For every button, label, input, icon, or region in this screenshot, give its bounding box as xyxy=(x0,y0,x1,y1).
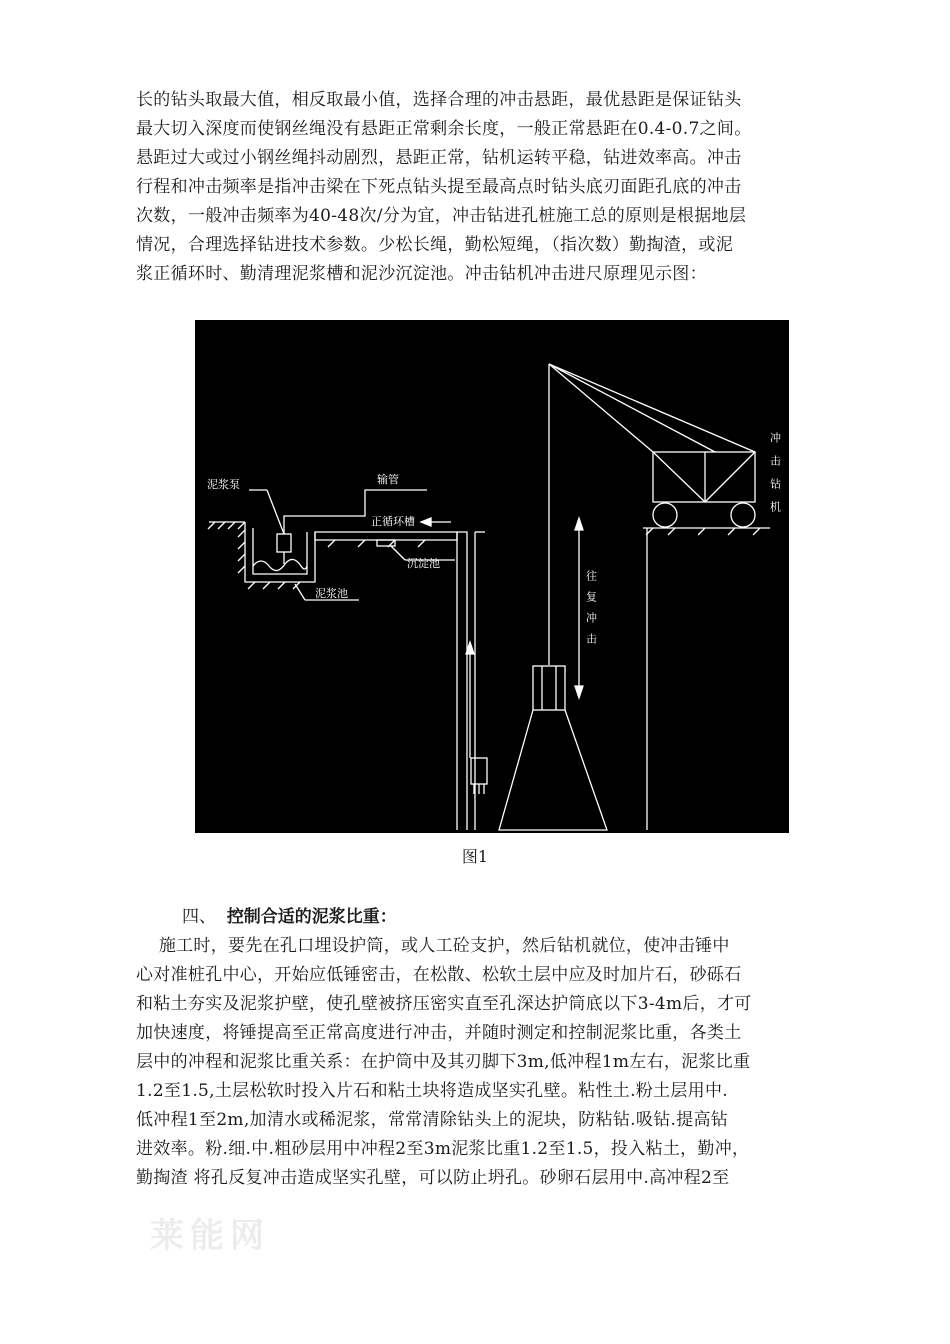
diagram-canvas xyxy=(195,320,789,833)
left-ground xyxy=(208,522,245,529)
paragraph-1 xyxy=(136,86,826,289)
label-rig: 冲击钻机 xyxy=(768,432,782,524)
leader-lines xyxy=(249,490,359,600)
label-pipe: 输管 xyxy=(377,473,399,486)
text-line: 最大切入深度而使钢丝绳没有悬距正常剩余长度，一般正常悬距在0.4-0.7之间。 xyxy=(136,119,752,139)
casing-pipe xyxy=(457,532,487,830)
figure-caption: 图1 xyxy=(461,847,489,866)
label-mud-pool: 泥浆池 xyxy=(315,587,348,600)
percussion-drill-diagram xyxy=(195,320,789,833)
text-line: 行程和冲击频率是指冲击梁在下死点钻头提至最高点时钻头底刃面距孔底的冲击 xyxy=(136,177,742,197)
label-channel: 正循环槽 xyxy=(371,515,415,528)
text-line: 长的钻头取最大值，相反取最小值，选择合理的冲击悬距，最优悬距是保证钻头 xyxy=(136,90,742,110)
text-line: 情况，合理选择钻进技术参数。少松长绳，勤松短绳，（指次数）勤掏渣，或泥 xyxy=(136,235,733,255)
text-line: 悬距过大或过小钢丝绳抖动剧烈，悬距正常，钻机运转平稳，钻进效率高。冲击 xyxy=(136,148,742,168)
drill-hammer xyxy=(499,666,607,830)
section-title: 控制合适的泥浆比重： xyxy=(226,907,397,927)
text-line: 心对准桩孔中心，开始应低锤密击，在松散、松软土层中应及时加片石，砂砾石 xyxy=(136,965,742,985)
section-number: 四、 xyxy=(182,907,216,927)
reciprocating-arrow xyxy=(575,518,583,698)
text-line: 浆正循环时、勤清理泥浆槽和泥沙沉淀池。冲击钻机冲击进尺原理见示图： xyxy=(136,264,707,284)
text-line: 层中的冲程和泥浆比重关系：在护筒中及其刃脚下3m,低冲程1m左右，泥浆比重 xyxy=(136,1052,751,1072)
label-mud-pump: 泥浆泵 xyxy=(207,478,240,491)
watermark: 莱能网 xyxy=(150,1216,270,1256)
text-line: 1.2至1.5,土层松软时投入片石和粘土块将造成坚实孔壁。粘性土.粉土层用中. xyxy=(136,1081,728,1101)
label-reciprocating: 往复冲击 xyxy=(584,570,598,654)
section-heading xyxy=(182,903,397,932)
text-line: 进效率。粉.细.中.粗砂层用中冲程2至3m泥浆比重1.2至1.5，投入粘土，勤冲， xyxy=(136,1139,750,1159)
text-line: 施工时，要先在孔口埋设护筒，或人工砼支护，然后钻机就位，使冲击锤中 xyxy=(136,936,730,956)
paragraph-2 xyxy=(136,932,826,1193)
label-settling-tank: 沉淀池 xyxy=(407,557,440,570)
text-line: 低冲程1至2m,加清水或稀泥浆，常常清除钻头上的泥块，防粘钻.吸钻.提高钻 xyxy=(136,1110,729,1130)
text-line: 和粘土夯实及泥浆护壁，使孔壁被挤压密实直至孔深达护筒底以下3-4m后，才可 xyxy=(136,994,752,1014)
text-line: 次数，一般冲击频率为40-48次/分为宜，冲击钻进孔桩施工总的原则是根据地层 xyxy=(136,206,747,226)
text-line: 勤掏渣 将孔反复冲击造成坚实孔壁，可以防止坍孔。砂卵石层用中.高冲程2至 xyxy=(136,1168,730,1188)
text-line: 加快速度，将锤提高至正常高度进行冲击，并随时测定和控制泥浆比重，各类土 xyxy=(136,1023,742,1043)
